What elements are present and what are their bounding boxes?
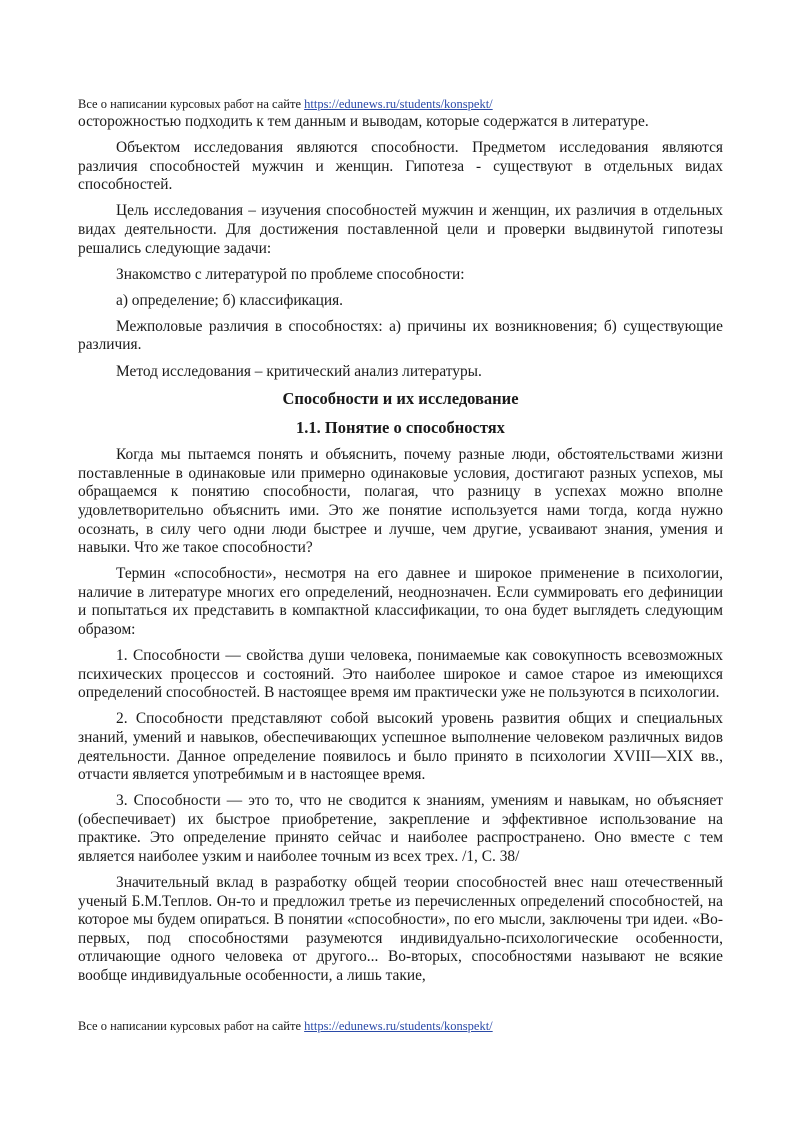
footer-text: Все о написании курсовых работ на сайте	[78, 1019, 301, 1033]
footer-link[interactable]: https://edunews.ru/students/konspekt/	[304, 1019, 493, 1033]
paragraph-main-1: Когда мы пытаемся понять и объяснить, почему разные люди, обстоятельствами жизни поставленные в одинаковые или примерно одинаковые условия, достигают разных успехов, мы обращаемся к понятию способности, полагая, что разницу в успехах можно вполне удовлетворительно объяснить ими. Это же понятие используется нами тогда, когда нужно осознать, в силу чего одни люди быстрее и лучше, чем другие, усваивают знания, умения и навыки. Что же такое способности?	[78, 446, 723, 557]
paragraph-task-1-items: а) определение; б) классификация.	[116, 291, 344, 309]
page-footer	[78, 1019, 493, 1034]
paragraph-main-2: Термин «способности», несмотря на его давнее и широкое применение в психологии, наличие в литературе многих его определений, неоднозначен. Если суммировать его дефиниции и попытаться их представить в компактной классификации, то она будет выглядеть следующим образом:	[78, 565, 723, 638]
paragraph-method: Метод исследования – критический анализ литературы.	[116, 362, 482, 380]
header-link[interactable]: https://edunews.ru/students/konspekt/	[304, 97, 493, 111]
paragraph-teplov: Значительный вклад в разработку общей теории способностей внес наш отечественный ученый Б.М.Теплов. Он-то и предложил третье из перечисленных определений способностей, на которое мы будем опираться. В понятии «способности», по его мысли, заключены три идеи. «Во-первых, под способностями разумеются индивидуально-психологические особенности, отличающие одного человека от другого... Во-вторых, способностями называют не всякие вообще индивидуальные особенности, а лишь такие,	[78, 874, 723, 985]
header-text: Все о написании курсовых работ на сайте	[78, 97, 301, 111]
paragraph-definition-2: 2. Способности представляют собой высокий уровень развития общих и специальных знаний, умений и навыков, обеспечивающих успешное выполнение человеком различных видов деятельности. Данное определение появилось и было принято в психологии XVIII—XIX вв., отчасти является употребимым и в настоящее время.	[78, 710, 723, 784]
paragraph-goal: Цель исследования – изучения способностей мужчин и женщин, их различия в отдельных видах деятельности. Для достижения поставленной цели и проверки выдвинутой гипотезы решались следующие задачи:	[78, 202, 723, 257]
section-title: Способности и их исследование	[282, 389, 519, 409]
paragraph-task-2: Межполовые различия в способностях: а) причины их возникновения; б) существующие различия.	[78, 317, 723, 354]
paragraph-definition-1: 1. Способности — свойства души человека, понимаемые как совокупность всевозможных психических процессов и состояний. Это наиболее широкое и самое старое из имеющихся определений способностей. В настоящее время им практически уже не пользуются в психологии.	[78, 647, 723, 702]
paragraph-object: Объектом исследования являются способности. Предметом исследования являются различия способностей мужчин и женщин. Гипотеза - существуют в отдельных видах способностей.	[78, 139, 723, 194]
paragraph-definition-3: 3. Способности — это то, что не сводится к знаниям, умениям и навыкам, но объясняет (обеспечивает) их быстрое приобретение, закрепление и эффективное использование на практике. Это определение принято сейчас и наиболее распространено. Оно вместе с тем является наиболее узким и наиболее точным из всех трех. /1, С. 38/	[78, 792, 723, 865]
subsection-title: 1.1. Понятие о способностях	[296, 418, 505, 438]
paragraph-task-1: Знакомство с литературой по проблеме способности:	[116, 265, 465, 283]
page-header	[78, 97, 493, 112]
paragraph-continuation: осторожностью подходить к тем данным и выводам, которые содержатся в литературе.	[78, 113, 649, 130]
document-body	[78, 113, 723, 993]
